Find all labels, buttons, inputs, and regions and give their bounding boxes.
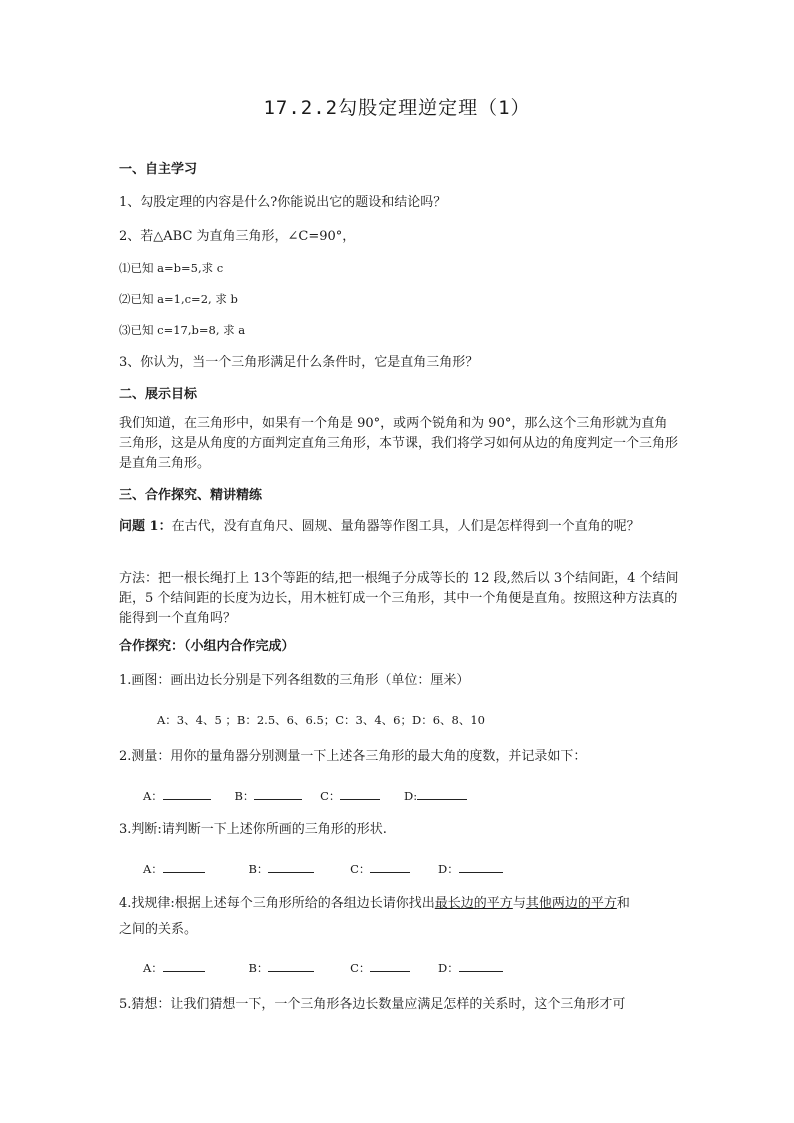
answer-blank[interactable]	[370, 957, 410, 972]
question-3: 3、你认为，当一个三角形满足什么条件时，它是直角三角形？	[119, 355, 479, 370]
answer-label: C：	[320, 789, 341, 803]
problem-1-label: 问题 1：	[119, 519, 172, 534]
problem-1	[119, 517, 679, 537]
section-heading-goals: 二、展示目标	[119, 387, 198, 402]
answer-blank[interactable]	[268, 858, 314, 873]
answer-blank[interactable]	[370, 858, 410, 873]
answer-blank[interactable]	[254, 785, 302, 800]
answer-label: C：	[350, 862, 371, 876]
step-4-text: 4.找规律:根据上述每个三角形所给的各组边长请你找出	[119, 896, 435, 911]
step-2-answers	[143, 785, 703, 806]
cooperation-heading: 合作探究：（小组内合作完成）	[119, 639, 295, 654]
section-heading-cooperation: 三、合作探究、精讲精练	[119, 488, 263, 503]
step-5: 5.猜想：让我们猜想一下，一个三角形各边长数量应满足怎样的关系时，这个三角形才可	[119, 997, 626, 1012]
step-1-sets: A：3、4、5 ；B：2.5、6、6.5；C：3、4、6；D：6、8、10	[157, 713, 485, 727]
answer-label: D:	[404, 789, 418, 803]
answer-label: A：	[143, 862, 163, 876]
answer-label: A：	[143, 789, 163, 803]
question-2-part-3: ⑶已知 c=17,b=8, 求 a	[119, 323, 246, 337]
answer-label: D：	[438, 862, 459, 876]
step-4-answers	[143, 957, 703, 978]
answer-label: B：	[234, 789, 255, 803]
step-2: 2.测量：用你的量角器分别测量一下上述各三角形的最大角的度数，并记录如下：	[119, 749, 587, 764]
question-2-part-1: ⑴已知 a=b=5,求 c	[119, 261, 224, 275]
answer-blank[interactable]	[340, 785, 380, 800]
step-4-text-mid: 与	[512, 896, 526, 911]
answer-blank[interactable]	[459, 858, 503, 873]
answer-label: B：	[248, 862, 269, 876]
step-3: 3.判断:请判断一下上述你所画的三角形的形状.	[119, 822, 387, 837]
method-paragraph: 方法：把一根长绳打上 13个等距的结,把一根绳子分成等长的 12 段,然后以 3个结间距，4 个结间距，5 个结间距的长度为边长，用木桩钉成一个三角形，其中一个角便是直角。按照这种方法真的能得到一个直角吗？	[119, 571, 679, 626]
answer-blank[interactable]	[268, 957, 314, 972]
answer-label: B：	[248, 961, 269, 975]
page-title: 17.2.2勾股定理逆定理（1）	[263, 97, 531, 119]
goals-paragraph: 我们知道，在三角形中，如果有一个角是 90°，或两个锐角和为 90°，那么这个三角形就为直角三角形，这是从角度的方面判定直角三角形，本节课，我们将学习如何从边的角度判定一个三角形是直角三角形。	[119, 416, 679, 471]
step-4-line-2: 之间的关系。	[119, 922, 198, 937]
step-4-underline-2: 其他两边的平方	[525, 896, 617, 911]
answer-blank[interactable]	[163, 858, 205, 873]
step-4-text-post: 和	[616, 896, 630, 911]
answer-blank[interactable]	[163, 785, 211, 800]
section-heading-self-study: 一、自主学习	[119, 162, 198, 177]
answer-blank[interactable]	[459, 957, 503, 972]
step-4-underline-1: 最长边的平方	[434, 896, 513, 911]
answer-blank[interactable]	[163, 957, 205, 972]
answer-label: A：	[143, 961, 163, 975]
problem-1-text: 在古代，没有直角尺、圆规、量角器等作图工具，人们是怎样得到一个直角的呢？	[171, 519, 640, 534]
answer-label: D：	[438, 961, 459, 975]
step-4	[119, 894, 679, 914]
question-2: 2、若△ABC 为直角三角形，∠C=90°，	[119, 229, 356, 244]
step-1: 1.画图：画出边长分别是下列各组数的三角形（单位：厘米）	[119, 673, 470, 688]
answer-blank[interactable]	[417, 785, 467, 800]
question-1: 1、勾股定理的内容是什么?你能说出它的题设和结论吗？	[119, 195, 447, 210]
question-2-part-2: ⑵已知 a=1,c=2, 求 b	[119, 292, 238, 306]
answer-label: C：	[350, 961, 371, 975]
step-3-answers	[143, 858, 703, 879]
